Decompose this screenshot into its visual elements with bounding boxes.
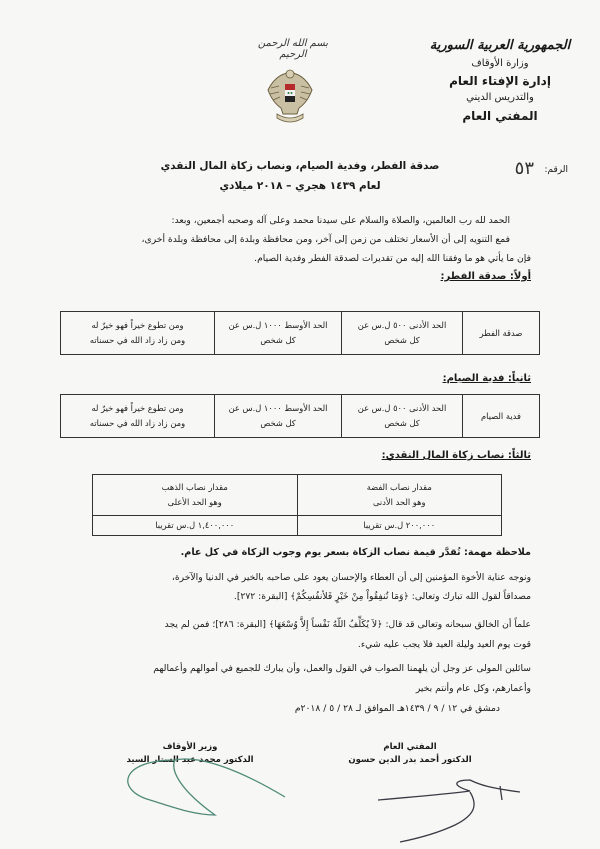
reference-label: الرقم: [544,165,568,175]
ministry-name: وزارة الأوقاف [471,58,529,69]
fitr-mid-per: كل شخص [260,335,296,345]
closing-p2-line2: قوت يوم العيد وليلة العيد فلا يجب عليه شيء. [357,639,531,650]
directorate-name: إدارة الإفتاء العام [449,74,551,88]
mufti-name: الدكتور أحمد بدر الدين حسون [348,755,472,765]
document-title: صدقة الفطر، وفدية الصيام، ونصاب زكاة المال النقدي [160,160,440,172]
section-heading-zakat: ثالثاً: نصاب زكاة المال النقدي: [381,450,531,461]
closing-p1-line2: مصداقاً لقول الله تبارك وتعالى: ﴿وَمَا تُنفِقُواْ مِنْ خَيْرٍ فَلأنفُسِكُمْ﴾ [البقرة: ٢٧٢]. [233,591,531,602]
closing-p3-line2: وأعمارهم، وكل عام وأنتم بخير [415,683,531,694]
intro-paragraph-line1: فمع التنويه إلى أن الأسعار تختلف من زمن إلى آخر، ومن محافظة وبلدة إلى محافظة وبلدة أخرى، [141,234,510,245]
fidya-mid-per: كل شخص [260,418,296,428]
fitr-min-amount: الحد الأدنى ٥٠٠ ل.س عن [357,320,447,330]
fitr-extra-line2: ومن زاد زاد الله في حسناته [89,335,186,345]
closing-p2-line1: علماً أن الخالق سبحانه وتعالى قد قال: ﴿لاَ يُكَلِّفُ اللّهُ نَفْساً إِلاَّ وُسْعَهَا﴾ [البقرة: ٢٨٦]؛ فمن لم يجد [164,619,531,630]
fitr-label-cell: صدقة الفطر [463,312,540,355]
fidya-extra-line2: ومن زاد زاد الله في حسناته [89,418,186,428]
fitr-min-per: كل شخص [384,335,420,345]
fidya-extra-line1: ومن تطوع خيراً فهو خيرٌ له [91,403,184,413]
section-heading-fidya: ثانياً: فدية الصيام: [442,373,531,384]
basmala: بسم الله الرحمن الرحيم [257,38,329,60]
minister-title: وزير الأوقاف [162,742,218,752]
directorate-subtitle: والتدريس الديني [466,92,534,103]
silver-nisab-note: وهو الحد الأدنى [373,497,426,507]
republic-name: الجمهورية العربية السورية [429,38,571,53]
fidya-min-amount: الحد الأدنى ٥٠٠ ل.س عن [357,403,447,413]
document-date: دمشق في ١٢ / ٩ / ١٤٣٩هـ الموافق لـ ٢٨ / ٥ / ٢٠١٨م [294,703,500,714]
section-heading-fitr: أولاً: صدقة الفطر: [440,271,531,282]
office-name: المفتي العام [462,109,538,123]
fitr-extra-line1: ومن تطوع خيراً فهو خيرٌ له [91,320,184,330]
important-note: ملاحظة مهمة: تُقدَّر قيمة نصاب الزكاة بسعر يوم وجوب الزكاة في كل عام. [180,547,531,558]
mufti-title: المفتي العام [383,742,437,752]
gold-value-cell: ١,٤٠٠,٠٠٠ ل.س تقريبا [93,516,298,536]
gold-nisab-label: مقدار نصاب الذهب [161,482,228,492]
fidya-mid-amount: الحد الأوسط ١٠٠٠ ل.س عن [228,403,328,413]
reference-number: ٥٣ [514,158,534,179]
silver-value-cell: ٢٠٠,٠٠٠ ل.س تقريبا [297,516,502,536]
fitr-mid-amount: الحد الأوسط ١٠٠٠ ل.س عن [228,320,328,330]
silver-nisab-label: مقدار نصاب الفضة [366,482,432,492]
document-subtitle: لعام ١٤٣٩ هجري – ٢٠١٨ ميلادي [219,180,381,192]
closing-p1-line1: ونوجه عناية الأخوة المؤمنين إلى أن العطاء والإحسان يعود على صاحبه بالخير في الدنيا والآخرة، [171,572,531,583]
gold-nisab-note: وهو الحد الأعلى [167,497,222,507]
intro-greeting: الحمد لله رب العالمين، والصلاة والسلام على سيدنا محمد وعلى آله وصحبه أجمعين، وبعد: [171,215,510,226]
closing-p3-line1: سائلين المولى عز وجل أن يلهمنا الصواب في القول والعمل، وأن يبارك للجميع في أموالهم وأعمالهم [153,663,531,674]
intro-paragraph-line2: فإن ما يأتي هو ما وفقنا الله إليه من تقديرات لصدقة الفطر وفدية الصيام. [254,253,531,264]
fidya-min-per: كل شخص [384,418,420,428]
fidya-label-cell: فدية الصيام [463,395,540,438]
minister-name: الدكتور محمد عبد الستار السيد [126,755,254,765]
